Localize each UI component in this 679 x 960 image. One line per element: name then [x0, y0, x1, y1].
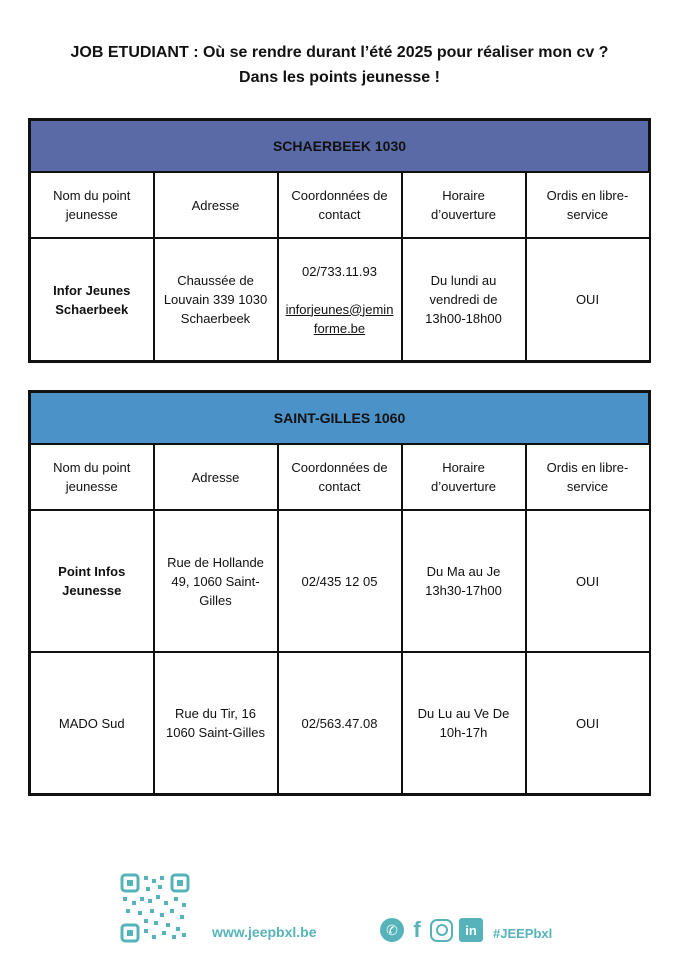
col-header-contact: Coordonnées de contact [278, 444, 402, 510]
table-row [30, 652, 650, 795]
point-hours: Du Ma au Je 13h30-17h00 [402, 510, 526, 652]
point-hours: Du Lu au Ve De 10h-17h [402, 652, 526, 795]
col-header-computers: Ordis en libre-service [526, 444, 650, 510]
title-line-1: JOB ETUDIANT : Où se rendre durant l’été 2025 pour réaliser mon cv ? [70, 44, 609, 61]
point-address: Rue de Hollande 49, 1060 Saint-Gilles [154, 510, 278, 652]
region-header-saint-gilles: SAINT-GILLES 1060 [30, 392, 650, 445]
hashtag-text: #JEEPbxl [493, 926, 553, 941]
point-phone: 02/435 12 05 [278, 510, 402, 652]
point-name: Infor Jeunes Schaerbeek [30, 238, 154, 362]
col-header-name: Nom du point jeunesse [30, 172, 154, 238]
col-header-address: Adresse [154, 444, 278, 510]
whatsapp-icon[interactable]: ✆ [380, 918, 404, 942]
col-header-hours: Horaire d’ouverture [402, 172, 526, 238]
point-computers: OUI [526, 238, 650, 362]
title-line-2: Dans les points jeunesse ! [239, 69, 440, 86]
point-address: Rue du Tir, 16 1060 Saint-Gilles [154, 652, 278, 795]
point-contact [278, 238, 402, 362]
point-email-link[interactable]: inforjeunes@jeminforme.be [285, 301, 394, 336]
point-phone: 02/563.47.08 [278, 652, 402, 795]
point-address: Chaussée de Louvain 339 1030 Schaerbeek [154, 238, 278, 362]
point-name: Point Infos Jeunesse [30, 510, 154, 652]
col-header-contact: Coordonnées de contact [278, 172, 402, 238]
facebook-icon[interactable]: f [413, 917, 421, 942]
saint-gilles-table [28, 390, 651, 796]
footer [0, 870, 679, 950]
point-hours: Du lundi au vendredi de 13h00-18h00 [402, 238, 526, 362]
table-row [30, 238, 650, 362]
website-link[interactable]: www.jeepbxl.be [212, 924, 317, 940]
col-header-hours: Horaire d’ouverture [402, 444, 526, 510]
col-header-name: Nom du point jeunesse [30, 444, 154, 510]
point-phone: 02/733.11.93 [302, 263, 377, 279]
table-row [30, 510, 650, 652]
qr-code-icon[interactable] [120, 873, 190, 943]
page-title [0, 40, 679, 90]
schaerbeek-table [28, 118, 651, 363]
linkedin-icon[interactable]: in [459, 918, 483, 942]
point-computers: OUI [526, 510, 650, 652]
point-name: MADO Sud [30, 652, 154, 795]
point-computers: OUI [526, 652, 650, 795]
instagram-icon[interactable] [430, 919, 453, 942]
col-header-address: Adresse [154, 172, 278, 238]
col-header-computers: Ordis en libre-service [526, 172, 650, 238]
region-header-schaerbeek: SCHAERBEEK 1030 [30, 120, 650, 173]
social-icons [380, 918, 483, 942]
